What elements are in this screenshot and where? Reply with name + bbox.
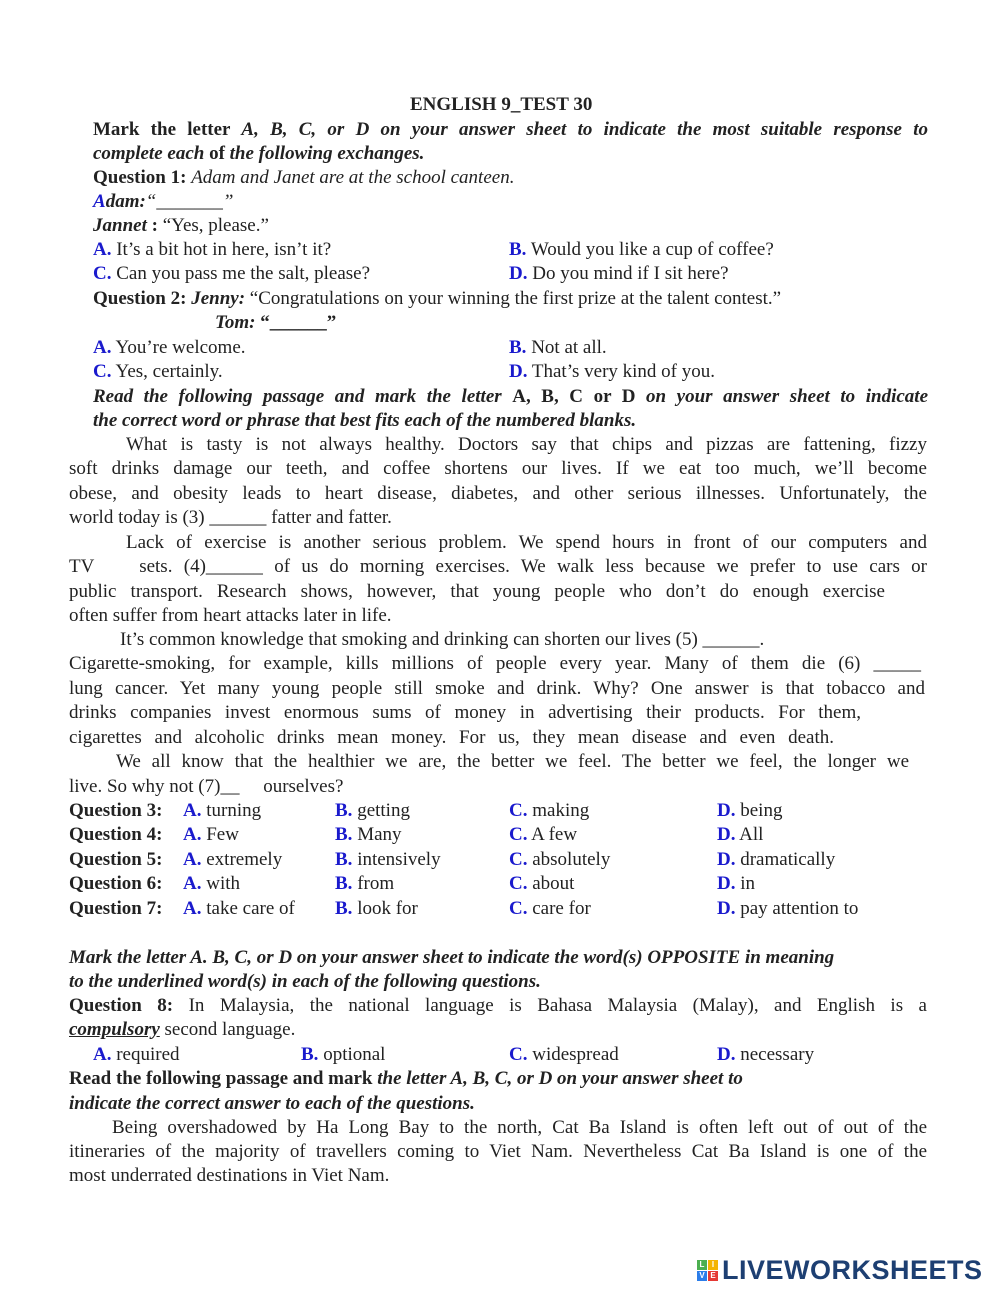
option-letter: D.	[717, 800, 736, 821]
section-2-instruction-cont: the correct word or phrase that best fits each of the numbered blanks.	[93, 410, 637, 431]
q2-option-d[interactable]	[509, 360, 715, 384]
speaker: Jannet	[93, 215, 147, 236]
option-letter: C.	[509, 1044, 528, 1065]
passage-line: itineraries of the majority of travellers coming to Viet Nam. Nevertheless Cat Ba Island is one of the	[69, 1141, 927, 1162]
instr-text: complete each	[93, 143, 210, 164]
adam-line	[93, 190, 233, 214]
q1-option-d[interactable]	[509, 262, 729, 286]
option-letter: A.	[93, 337, 112, 358]
underlined-word: compulsory	[69, 1019, 160, 1040]
option-letter: B.	[335, 824, 353, 846]
option-letter: A.	[183, 873, 202, 895]
section-3-instruction: Mark the letter A. B, C, or D on your answer sheet to indicate the word(s) OPPOSITE in meaning	[69, 947, 835, 968]
option-letter: B.	[335, 800, 353, 821]
question-label: Question 4:	[69, 824, 163, 846]
q5-option-a[interactable]	[183, 848, 282, 872]
passage-line: soft drinks damage our teeth, and coffee shortens our lives. If we eat too much, we’ll become	[69, 458, 927, 479]
option-text: optional	[318, 1044, 386, 1065]
q5-option-d[interactable]	[717, 848, 835, 872]
option-text: Many	[352, 824, 402, 846]
q7-option-d[interactable]	[717, 897, 858, 921]
passage-line: often suffer from heart attacks later in life.	[69, 605, 392, 626]
q3-option-b[interactable]	[335, 799, 410, 823]
instr-text: the letter A, B, C, or D on your answer sheet to	[377, 1068, 743, 1089]
option-text: widespread	[527, 1044, 619, 1065]
option-letter: D.	[717, 1044, 736, 1065]
option-letter: C.	[509, 848, 528, 870]
section-1-instruction-cont	[93, 142, 424, 166]
q1-option-b[interactable]	[509, 238, 774, 262]
question-2-header	[93, 287, 781, 311]
question-label: Question 5:	[69, 848, 163, 870]
option-letter: C.	[509, 897, 528, 919]
option-text: care for	[527, 897, 591, 919]
option-text: absolutely	[527, 848, 611, 870]
option-letter: C.	[509, 824, 528, 846]
option-letter: B.	[335, 848, 353, 870]
option-letter: D.	[509, 361, 528, 382]
logo-tiles-icon	[697, 1260, 718, 1281]
passage-line: cigarettes and alcoholic drinks mean money. For us, they mean disease and even death.	[69, 727, 834, 748]
option-text: Can you pass me the salt, please?	[111, 263, 371, 284]
passage-line: most underrated destinations in Viet Nam.	[69, 1165, 390, 1186]
option-text: from	[352, 873, 395, 895]
option-letter: D.	[717, 824, 736, 846]
option-letter: C.	[93, 263, 112, 284]
question-label: Question 2:	[93, 288, 192, 309]
section-1-instruction	[93, 118, 928, 142]
instr-text: the following exchanges.	[229, 143, 425, 164]
q6-option-b[interactable]	[335, 872, 394, 896]
option-text: intensively	[352, 848, 441, 870]
q2-option-b[interactable]	[509, 336, 607, 360]
option-letter: D.	[717, 848, 736, 870]
q5-option-b[interactable]	[335, 848, 441, 872]
utterance: “Yes, please.”	[162, 215, 269, 236]
option-text: getting	[352, 800, 410, 821]
logo-tile: E	[708, 1271, 718, 1281]
option-letter: D.	[509, 263, 528, 284]
option-letter: B.	[301, 1044, 319, 1065]
question-8-stem	[69, 994, 927, 1018]
passage-line: world today is (3) ______ fatter and fatter.	[69, 507, 392, 528]
q6-option-c[interactable]	[509, 872, 574, 896]
option-text: Would you like a cup of coffee?	[526, 239, 774, 260]
option-letter: A.	[183, 800, 202, 821]
q4-option-b[interactable]	[335, 823, 402, 847]
option-text: about	[527, 873, 575, 895]
q5-option-c[interactable]	[509, 848, 610, 872]
q8-option-d[interactable]	[717, 1043, 814, 1067]
passage-line: It’s common knowledge that smoking and drinking can shorten our lives (5) ______.	[120, 629, 765, 650]
option-letter: C.	[509, 873, 528, 895]
option-text: in	[735, 873, 756, 895]
option-text: required	[111, 1044, 180, 1065]
option-letter: B.	[509, 239, 527, 260]
passage-line: We all know that the healthier we are, the better we feel. The better we feel, the longer we	[116, 751, 909, 772]
option-text: being	[735, 800, 783, 821]
instr-text: A, B, C, or D on your answer sheet to indicate the most suitable response to	[241, 119, 928, 140]
question-text: In Malaysia, the national language is Bahasa Malaysia (Malay), and English is a	[173, 995, 927, 1016]
speaker: Jenny:	[191, 288, 246, 309]
option-text: Yes, certainly.	[111, 361, 223, 382]
option-letter: D.	[717, 897, 736, 919]
section-3-instruction-cont: to the underlined word(s) in each of the following questions.	[69, 971, 541, 992]
q6-option-d[interactable]	[717, 872, 755, 896]
option-text: dramatically	[735, 848, 836, 870]
q1-option-a[interactable]	[93, 238, 331, 262]
answer-blank[interactable]: “______”	[255, 312, 337, 333]
passage-line: Being overshadowed by Ha Long Bay to the north, Cat Ba Island is often left out of out of the	[112, 1117, 927, 1138]
instr-text: Read the following passage and mark	[69, 1068, 378, 1089]
separator: :	[146, 215, 163, 236]
instr-text: Read the following passage and mark the letter	[93, 386, 513, 407]
instr-text: of	[209, 143, 230, 164]
jannet-line	[93, 214, 269, 238]
option-letter: A.	[183, 848, 202, 870]
section-4-instruction-cont: indicate the correct answer to each of the questions.	[69, 1093, 475, 1114]
q3-option-d[interactable]	[717, 799, 782, 823]
q6-option-a[interactable]	[183, 872, 240, 896]
option-text: turning	[201, 800, 262, 821]
q8-option-a[interactable]	[93, 1043, 180, 1067]
q7-option-b[interactable]	[335, 897, 418, 921]
q7-option-a[interactable]	[183, 897, 295, 921]
option-text: with	[201, 873, 241, 895]
option-text: You’re welcome.	[111, 337, 246, 358]
passage-line: obese, and obesity leads to heart disease, diabetes, and other serious illnesses. Unfortunately, the	[69, 483, 927, 504]
instr-text: on your answer sheet to indicate	[635, 386, 928, 407]
answer-blank[interactable]: “_______”	[145, 191, 234, 212]
option-text: take care of	[201, 897, 295, 919]
q3-option-c[interactable]	[509, 799, 589, 823]
option-letter: C.	[509, 800, 528, 821]
question-context: Adam and Janet are at the school canteen.	[191, 167, 515, 188]
option-text: Few	[201, 824, 239, 846]
option-text: Not at all.	[526, 337, 607, 358]
option-letter: C.	[93, 361, 112, 382]
question-text: second language.	[159, 1019, 296, 1040]
utterance: “Congratulations on your winning the first prize at the talent contest.”	[245, 288, 782, 309]
passage-line: drinks companies invest enormous sums of money in advertising their products. For them,	[69, 702, 861, 723]
question-8-stem-cont	[69, 1018, 295, 1042]
q4-option-c[interactable]	[509, 823, 577, 847]
option-text: pay attention to	[735, 897, 859, 919]
passage-line: public transport. Research shows, however, that young people who don’t do enough exercise	[69, 581, 885, 602]
page-title: ENGLISH 9_TEST 30	[410, 94, 593, 115]
q1-option-c[interactable]	[93, 262, 370, 286]
question-label: Question 1:	[93, 167, 192, 188]
q2-option-a[interactable]	[93, 336, 246, 360]
logo-tile: L	[697, 1260, 707, 1270]
option-letter: A.	[183, 824, 202, 846]
option-text: necessary	[735, 1044, 815, 1065]
option-text: making	[527, 800, 590, 821]
passage-line: lung cancer. Yet many young people still smoke and drink. Why? One answer is that tobacco and	[69, 678, 925, 699]
option-text: extremely	[201, 848, 283, 870]
option-text: A few	[527, 824, 578, 846]
option-text: Do you mind if I sit here?	[527, 263, 729, 284]
logo-tile: V	[697, 1271, 707, 1281]
instr-text: Mark the letter	[93, 119, 242, 140]
option-letter: B.	[335, 897, 353, 919]
speaker: Tom:	[215, 312, 256, 333]
option-letter: B.	[335, 873, 353, 895]
liveworksheets-logo	[697, 1255, 983, 1286]
logo-text: LIVEWORKSHEETS	[722, 1255, 983, 1285]
passage-line: Cigarette-smoking, for example, kills millions of people every year. Many of them die (6) _____	[69, 653, 921, 674]
option-text: That’s very kind of you.	[527, 361, 715, 382]
question-label: Question 8:	[69, 995, 174, 1016]
option-letter: B.	[509, 337, 527, 358]
question-label: Question 7:	[69, 897, 163, 919]
section-2-instruction	[93, 385, 928, 409]
q8-option-c[interactable]	[509, 1043, 619, 1067]
question-1-header	[93, 166, 514, 190]
option-text: All	[735, 824, 764, 846]
option-letter: D.	[717, 873, 736, 895]
option-text: It’s a bit hot in here, isn’t it?	[111, 239, 332, 260]
passage-line: live. So why not (7)__ ourselves?	[69, 776, 344, 797]
speaker: A	[93, 191, 106, 212]
logo-tile: I	[708, 1260, 718, 1270]
option-letter: A.	[183, 897, 202, 919]
q7-option-c[interactable]	[509, 897, 591, 921]
q4-option-a[interactable]	[183, 823, 239, 847]
option-text: look for	[352, 897, 418, 919]
q2-option-c[interactable]	[93, 360, 223, 384]
speaker: dam:	[105, 191, 146, 212]
q3-option-a[interactable]	[183, 799, 261, 823]
q8-option-b[interactable]	[301, 1043, 385, 1067]
question-label: Question 3:	[69, 800, 163, 821]
q4-option-d[interactable]	[717, 823, 763, 847]
tom-line	[215, 311, 336, 335]
instr-text: A, B, C or D	[512, 386, 636, 407]
passage-line: Lack of exercise is another serious problem. We spend hours in front of our computers and	[126, 532, 927, 553]
option-letter: A.	[93, 1044, 112, 1065]
passage-line: What is tasty is not always healthy. Doctors say that chips and pizzas are fattening, fizzy	[126, 434, 927, 455]
option-letter: A.	[93, 239, 112, 260]
section-4-instruction	[69, 1067, 743, 1091]
passage-line: TV sets. (4)______ of us do morning exercises. We walk less because we prefer to use cars or	[69, 556, 927, 577]
question-label: Question 6:	[69, 873, 163, 895]
